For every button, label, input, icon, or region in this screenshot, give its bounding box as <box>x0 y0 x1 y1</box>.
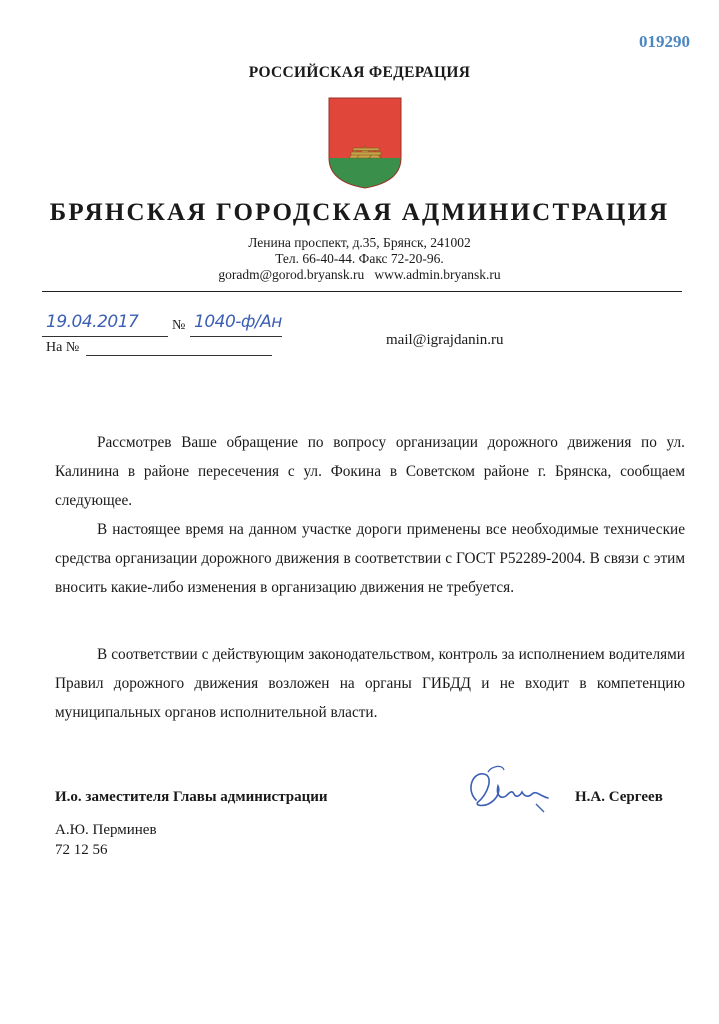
registration-number: 1040-ф/Ан <box>194 312 282 332</box>
reply-label: На № <box>46 340 80 355</box>
signatory-role: И.о. заместителя Главы администрации <box>55 789 328 805</box>
reply-underline <box>86 355 272 356</box>
contact-line <box>0 267 719 283</box>
body-paragraph-2: В настоящее время на данном участке дороги применены все необходимые технические средства организации дорожного движения в соответствии с ГОСТ Р52289-2004. В связи с этим вносить какие-либо изменения в организацию движения не требуется. <box>55 521 685 596</box>
body-paragraph-1: Рассмотрев Ваше обращение по вопросу организации дорожного движения по ул. Калинина в районе пересечения с ул. Фокина в Советском районе г. Брянска, сообщаем следующее. <box>55 434 685 509</box>
address-line: Ленина проспект, д.35, Брянск, 241002 <box>248 235 471 250</box>
executor-phone: 72 12 56 <box>55 842 108 858</box>
phone-line: Тел. 66-40-44. Факс 72-20-96. <box>275 251 444 266</box>
header-divider <box>42 291 682 292</box>
country-heading: РОССИЙСКАЯ ФЕДЕРАЦИЯ <box>248 64 471 81</box>
organization-title: БРЯНСКАЯ ГОРОДСКАЯ АДМИНИСТРАЦИЯ <box>49 199 670 226</box>
website-link[interactable]: www.admin.bryansk.ru <box>374 267 501 282</box>
handwritten-signature-icon <box>458 760 558 822</box>
number-label: № <box>172 318 186 333</box>
bryansk-coat-of-arms-icon <box>327 96 403 190</box>
registration-date: 19.04.2017 <box>46 312 139 332</box>
signatory-name: Н.А. Сергеев <box>575 789 663 805</box>
number-underline <box>190 336 282 337</box>
email-link[interactable]: goradm@gorod.bryansk.ru <box>218 267 365 282</box>
recipient-email: mail@igrajdanin.ru <box>386 332 504 348</box>
date-underline <box>42 336 168 337</box>
document-number: 019290 <box>639 32 690 51</box>
body-paragraph-3: В соответствии с действующим законодательством, контроль за исполнением водителями Правил дорожного движения возложен на органы ГИБДД и не входит в компетенцию муниципальных органов исполнительной власти. <box>55 646 685 721</box>
executor-name: А.Ю. Перминев <box>55 822 157 838</box>
